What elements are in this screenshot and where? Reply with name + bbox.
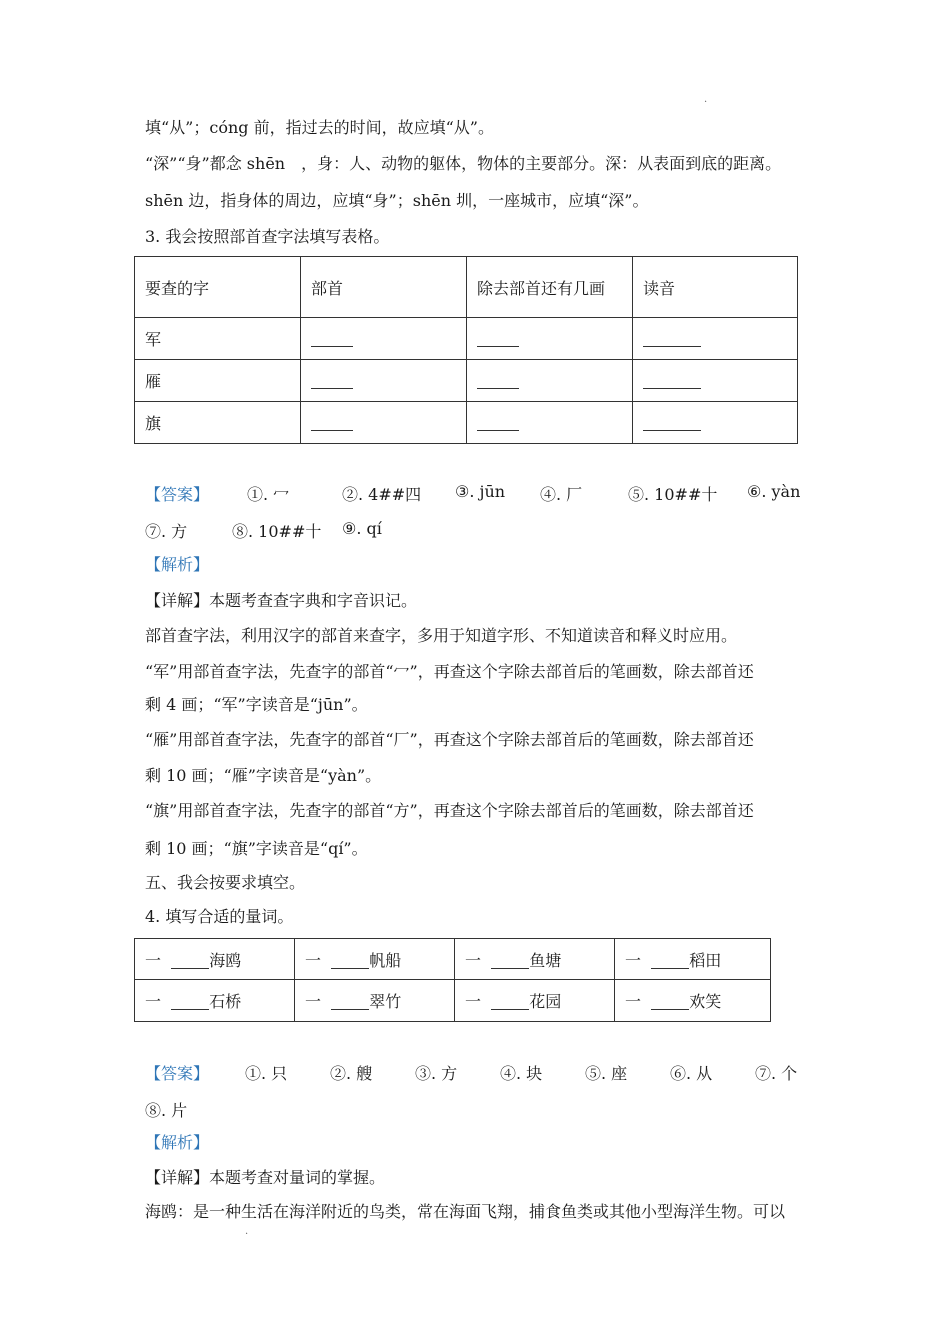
answer-item: ⑦. 个 xyxy=(755,1064,798,1083)
noun: 欢笑 xyxy=(689,992,722,1011)
prefix: 一 xyxy=(465,950,482,970)
text-line: 部首查字法，利用汉字的部首来查字，多用于知道字形、不知道读音和释义时应用。 xyxy=(145,626,738,645)
section-title: 五、我会按要求填空。 xyxy=(145,873,306,892)
text-line: “深”“身”都念 shēn ，身：人、动物的躯体，物体的主要部分。深：从表面到底的距离。 xyxy=(145,154,782,173)
blank-cell xyxy=(467,318,633,360)
analysis-label: 【解析】 xyxy=(145,1133,210,1152)
table-cell-char: 雁 xyxy=(135,360,301,402)
fill-blank[interactable] xyxy=(491,995,529,1010)
text-line: “雁”用部首查字法，先查字的部首“厂”，再查这个字除去部首后的笔画数，除去部首还 xyxy=(145,730,754,749)
table-header-cell: 要查的字 xyxy=(135,257,301,318)
table-row xyxy=(135,360,798,402)
table-row xyxy=(135,318,798,360)
text-line: shēn 边，指身体的周边，应填“身”；shēn 圳，一座城市，应填“深”。 xyxy=(145,191,649,210)
answer-item: ⑧. 片 xyxy=(145,1101,188,1120)
analysis-label: 【解析】 xyxy=(145,555,210,574)
text-line: 剩 4 画；“军”字读音是“jūn”。 xyxy=(145,695,368,714)
radical-lookup-table xyxy=(134,256,798,444)
text-line: 剩 10 画；“雁”字读音是“yàn”。 xyxy=(145,766,382,785)
answer-item: ④. 厂 xyxy=(540,485,583,504)
text-line: 填“从”；cóng 前，指过去的时间，故应填“从”。 xyxy=(145,118,494,137)
page-mark-top: . xyxy=(704,94,708,105)
table-header-row xyxy=(135,257,798,318)
blank-cell xyxy=(301,318,467,360)
prefix: 一 xyxy=(145,992,162,1011)
measure-word-cell xyxy=(295,980,455,1022)
fill-blank[interactable] xyxy=(477,374,519,389)
answer-item: ⑦. 方 xyxy=(145,522,188,541)
blank-cell xyxy=(301,360,467,402)
answer-label: 【答案】 xyxy=(145,1064,210,1083)
answer-item: ②. 4##四 xyxy=(342,485,422,504)
blank-cell xyxy=(467,402,633,444)
measure-word-cell xyxy=(615,939,771,980)
blank-cell xyxy=(633,402,798,444)
blank-cell xyxy=(467,360,633,402)
measure-word-cell xyxy=(455,980,615,1022)
table-header-cell: 除去部首还有几画 xyxy=(467,257,633,318)
text-line: 剩 10 画；“旗”字读音是“qí”。 xyxy=(145,839,368,858)
prefix: 一 xyxy=(625,950,642,970)
answer-item: ⑥. yàn xyxy=(747,482,801,501)
noun: 花园 xyxy=(529,992,562,1011)
fill-blank[interactable] xyxy=(311,416,353,431)
answer-label: 【答案】 xyxy=(145,485,210,504)
fill-blank[interactable] xyxy=(651,995,689,1010)
answer-item: ⑧. 10##十 xyxy=(232,522,322,541)
fill-blank[interactable] xyxy=(477,332,519,347)
prefix: 一 xyxy=(465,992,482,1011)
noun: 石桥 xyxy=(209,992,242,1011)
fill-blank[interactable] xyxy=(331,995,369,1010)
noun: 帆船 xyxy=(369,950,402,970)
question-3-title: 3. 我会按照部首查字法填写表格。 xyxy=(145,227,390,246)
measure-word-cell xyxy=(615,980,771,1022)
table-cell-char: 军 xyxy=(135,318,301,360)
question-4-title: 4. 填写合适的量词。 xyxy=(145,907,294,926)
blank-cell xyxy=(301,402,467,444)
table-cell-char: 旗 xyxy=(135,402,301,444)
noun: 海鸥 xyxy=(209,950,242,970)
measure-word-table xyxy=(134,938,771,1022)
page-mark-bottom: . xyxy=(245,1226,249,1237)
answer-item: ①. 冖 xyxy=(247,485,290,504)
prefix: 一 xyxy=(145,950,162,970)
text-line: 海鸥：是一种生活在海洋附近的鸟类，常在海面飞翔，捕食鱼类或其他小型海洋生物。可以 xyxy=(145,1202,786,1221)
answer-item: ⑤. 10##十 xyxy=(628,485,718,504)
table-header-cell: 部首 xyxy=(301,257,467,318)
fill-blank[interactable] xyxy=(651,954,689,969)
blank-cell xyxy=(633,318,798,360)
answer-item: ④. 块 xyxy=(500,1064,543,1083)
measure-word-cell xyxy=(135,939,295,980)
table-row xyxy=(135,980,771,1022)
measure-word-cell xyxy=(135,980,295,1022)
noun: 翠竹 xyxy=(369,992,402,1011)
noun: 稻田 xyxy=(689,950,722,970)
answer-item: ⑨. qí xyxy=(342,519,382,538)
text-line: 【详解】本题考查对量词的掌握。 xyxy=(145,1168,386,1187)
prefix: 一 xyxy=(305,992,322,1011)
answer-item: ①. 只 xyxy=(245,1064,288,1083)
blank-cell xyxy=(633,360,798,402)
prefix: 一 xyxy=(305,950,322,970)
fill-blank[interactable] xyxy=(477,416,519,431)
fill-blank[interactable] xyxy=(643,374,701,389)
table-row xyxy=(135,939,771,980)
fill-blank[interactable] xyxy=(311,374,353,389)
noun: 鱼塘 xyxy=(529,950,562,970)
measure-word-cell xyxy=(455,939,615,980)
fill-blank[interactable] xyxy=(171,995,209,1010)
answer-item: ⑥. 从 xyxy=(670,1064,713,1083)
fill-blank[interactable] xyxy=(171,954,209,969)
answer-item: ⑤. 座 xyxy=(585,1064,628,1083)
answer-item: ③. 方 xyxy=(415,1064,458,1083)
table-row xyxy=(135,402,798,444)
fill-blank[interactable] xyxy=(331,954,369,969)
answer-item: ③. jūn xyxy=(455,482,506,501)
text-line: “旗”用部首查字法，先查字的部首“方”，再查这个字除去部首后的笔画数，除去部首还 xyxy=(145,801,754,820)
text-line: 【详解】本题考查查字典和字音识记。 xyxy=(145,591,418,610)
answer-item: ②. 艘 xyxy=(330,1064,373,1083)
table-header-cell: 读音 xyxy=(633,257,798,318)
text-line: “军”用部首查字法，先查字的部首“冖”，再查这个字除去部首后的笔画数，除去部首还 xyxy=(145,662,754,681)
fill-blank[interactable] xyxy=(491,954,529,969)
prefix: 一 xyxy=(625,992,642,1011)
fill-blank[interactable] xyxy=(643,332,701,347)
fill-blank[interactable] xyxy=(311,332,353,347)
fill-blank[interactable] xyxy=(643,416,701,431)
measure-word-cell xyxy=(295,939,455,980)
